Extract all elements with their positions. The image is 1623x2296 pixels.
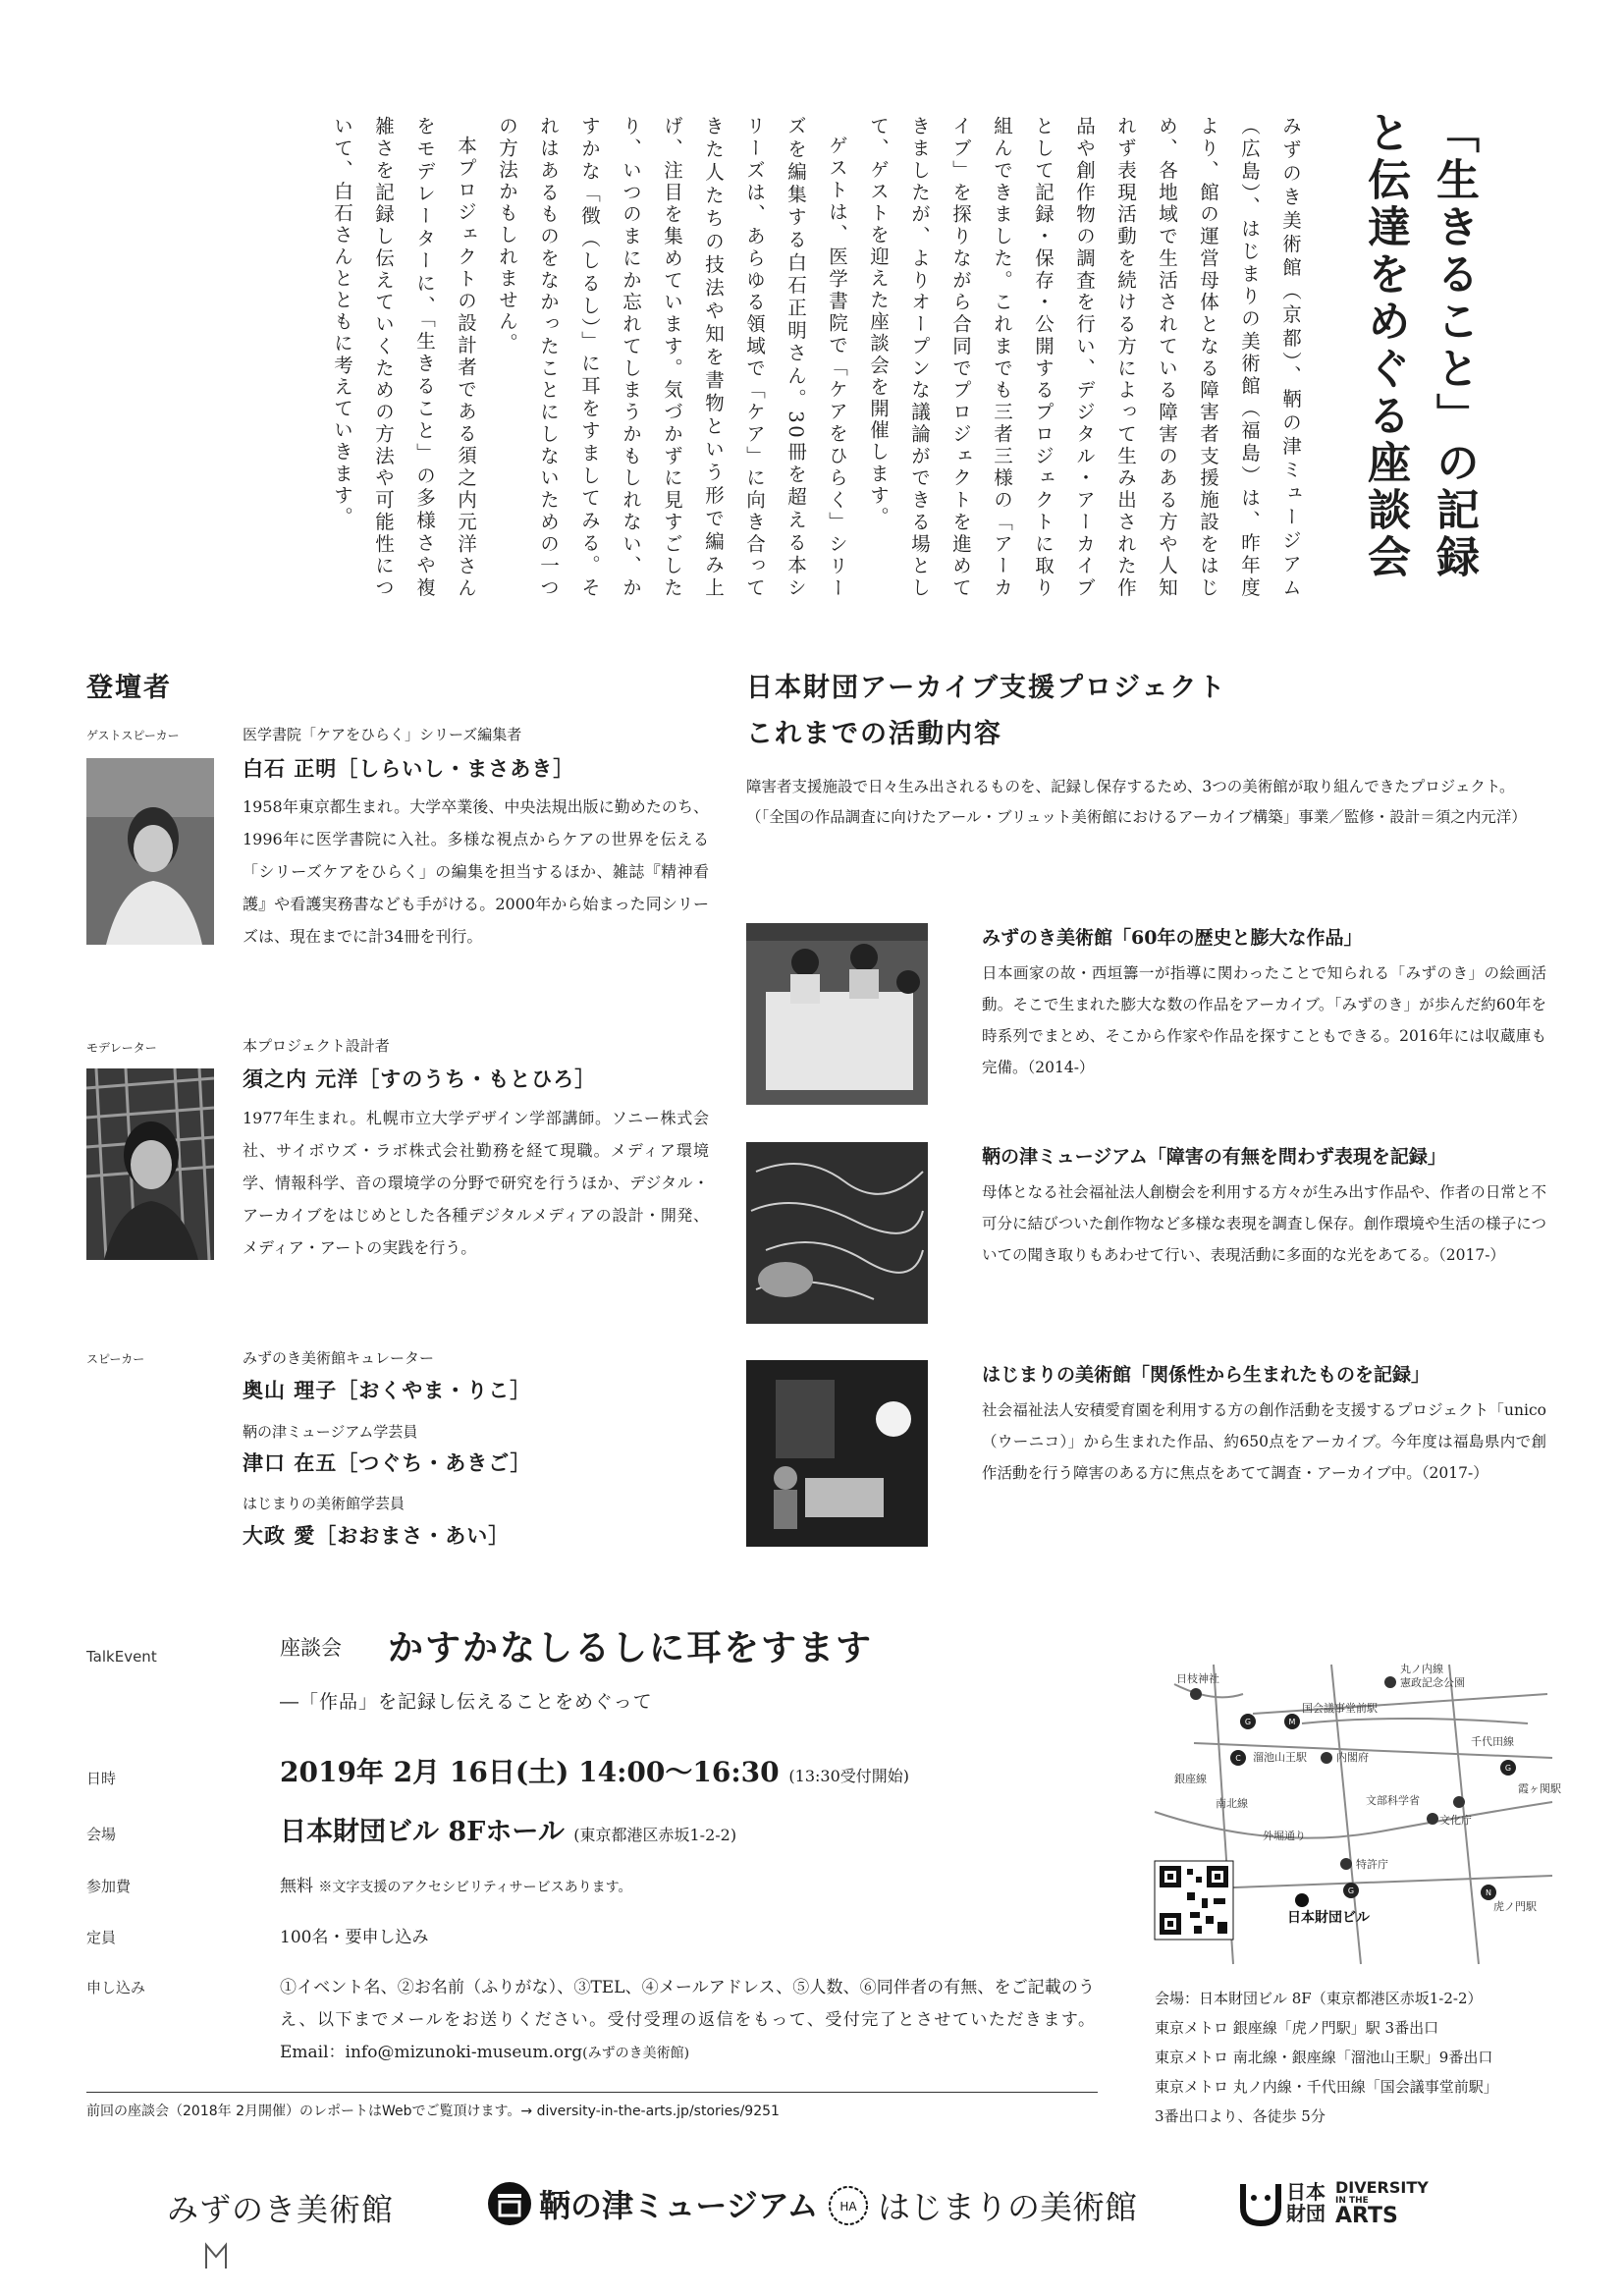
activity-body: 社会福祉法人安積愛育園を利用する方の創作活動を支援するプロジェクト「unico（ウーニコ）」から生まれた作品、約650点をアーカイブ。今年度は福島県内で創作活動を行う障害のある方に焦点をあてて調査・アーカイブ中。（2017-） [982, 1401, 1546, 1482]
row-label: 参加費 [86, 1878, 132, 1895]
guest-photo [86, 758, 214, 945]
face-mark-icon [1239, 2178, 1282, 2227]
map-label: 銀座線 [1174, 1773, 1207, 1785]
speaker-role: スピーカー [86, 1352, 145, 1366]
activity-title: はじまりの美術館「関係性から生まれたものを記録」 [982, 1364, 1431, 1386]
map-label: 国会議事堂前駅 [1302, 1702, 1378, 1715]
nippon-text-bottom: 財団 [1286, 2202, 1325, 2225]
activities-heading: 日本財団アーカイブ支援プロジェクト [746, 673, 1227, 703]
access-line: 東京メトロ 丸ノ内線・千代田線「国会議事堂前駅」 [1155, 2078, 1498, 2096]
event-date-note: (13:30受付開始) [788, 1767, 910, 1785]
map-label: 南北線 [1216, 1797, 1248, 1810]
tomonotsu-logo [486, 2180, 818, 2227]
event-title-prefix: 座談会 [280, 1636, 342, 1660]
guest-role: ゲストスピーカー [86, 729, 180, 742]
guest-name: 白石 正明［しらいし・まさあき］ [243, 756, 575, 781]
tomonotsu-mark-icon [486, 2180, 533, 2227]
guest-bio: 1958年東京都生まれ。大学卒業後、中央法規出版に勤めたのち、1996年に医学書院に入社。多様な視点からケアの世界を伝える「シリーズケアをひらく」の編集を担当するほか、雑誌『精神看護』や看護実務書なども手がける。2000年から始まった同シリーズは、現在までに計34冊を刊行。 [243, 797, 709, 946]
nippon-foundation-text [1286, 2181, 1325, 2224]
intro-title: 「生きること」の記録と伝達をめぐる座談会 [1360, 110, 1479, 581]
station-mark: M [1288, 1718, 1296, 1726]
event-title: かすかなしるしに耳をすます [388, 1627, 874, 1668]
mizunoki-mark-icon [204, 2241, 228, 2270]
row-label: 申し込み [86, 1979, 146, 1996]
event-label: TalkEvent [86, 1648, 157, 1666]
guest-affiliation: 医学書院「ケアをひらく」シリーズ編集者 [243, 726, 522, 743]
map-label: 千代田線 [1471, 1735, 1514, 1748]
station-mark: G [1244, 1718, 1252, 1726]
nippon-text-top: 日本 [1286, 2180, 1325, 2204]
speakers-heading: 登壇者 [86, 673, 172, 703]
moderator-affiliation: 本プロジェクト設計者 [243, 1037, 390, 1055]
station-mark: G [1347, 1886, 1355, 1895]
station-mark: C [1235, 1754, 1241, 1763]
diversity-line-1: DIVERSITY [1335, 2177, 1429, 2197]
map-label: 特許庁 [1356, 1858, 1388, 1871]
station-mark: N [1486, 1888, 1491, 1897]
moderator-bio: 1977年生まれ。札幌市立大学デザイン学部講師。ソニー株式会社、サイボウズ・ラボ株式会社勤務を経て現職。メディア環境学、情報科学、音の環境学の分野で研究を行うほか、デジタル・アーカイブをはじめとした各種デジタルメディアの設計・開発、メディア・アートの実践を行う。 [243, 1109, 709, 1257]
intro-paragraph: ゲストは、医学書院で「ケアをひらく」シリーズを編集する白石正明さん。30冊を超える本シリーズは、あらゆる領域で「ケア」に向き合ってきた人たちの技法や知を書物という形で編み上げ、注目を集めています。気づかずに見すごしたり、いつのまにか忘れてしまうかもしれない、かすかな「徴（しるし）」に耳をすましてみる。それはあるものをなかったことにしないための一つの方法かもしれません。 [496, 116, 848, 599]
tomonotsu-photo [746, 1142, 928, 1324]
moderator-name: 須之内 元洋［すのうち・もとひろ］ [243, 1066, 597, 1091]
qr-code [1155, 1861, 1233, 1940]
map-label: 日枝神社 [1176, 1672, 1219, 1685]
event-apply-value: ①イベント名、②お名前（ふりがな）、③TEL、④メールアドレス、⑤人数、⑥同伴者の有無、をご記載のうえ、以下までメールをお送りください。受付受理の返信をもって、受付完了とさせていただきます。Email：info@mizunoki-museum.org [280, 1978, 1095, 2062]
access-line: 会場：日本財団ビル 8F（東京都港区赤坂1-2-2） [1155, 1990, 1483, 2007]
speaker-name: 大政 愛［おおまさ・あい］ [243, 1523, 511, 1548]
event-footnote: 前回の座談会（2018年 2月開催）のレポートはWebでご覧頂けます。→ diversity-in-the-arts.jp/stories/9251 [86, 2104, 780, 2119]
event-venue [280, 1810, 736, 1848]
map-label: 文化庁 [1439, 1814, 1472, 1827]
activity-body: 日本画家の故・西垣籌一が指導に関わったことで知られる「みずのき」の絵画活動。そこで生まれた膨大な数の作品をアーカイブ。「みずのき」が歩んだ約60年を時系列でまとめ、そこから作家や作品を探すこともできる。2016年には収蔵庫も完備。（2014-） [982, 964, 1546, 1076]
mizunoki-photo [746, 923, 928, 1105]
event-venue-value: 日本財団ビル 8Fホール [280, 1817, 565, 1847]
venue-map [1155, 1663, 1561, 1964]
nippon-diversity-logo [1239, 2178, 1429, 2227]
access-info [1155, 1984, 1567, 2131]
map-label: 外堀通り [1263, 1830, 1306, 1842]
speaker-name: 奥山 理子［おくやま・りこ］ [243, 1378, 532, 1402]
map-label: 内閣府 [1336, 1751, 1369, 1764]
studio-image [746, 1360, 928, 1547]
map-label: 霞ヶ関駅 [1518, 1782, 1561, 1795]
speaker-name: 津口 在五［つぐち・あきご］ [243, 1450, 532, 1475]
row-label: 会場 [86, 1826, 117, 1843]
activity-title: みずのき美術館「60年の歴史と膨大な作品」 [982, 927, 1363, 949]
diversity-line-2: IN THE [1335, 2195, 1369, 2206]
row-label: 日時 [86, 1770, 117, 1787]
speaker-affiliation: はじまりの美術館学芸員 [243, 1495, 406, 1512]
activities-intro: 障害者支援施設で日々生み出されるものを、記録し保存するため、3つの美術館が取り組んできたプロジェクト。（「全国の作品調査に向けたアール・ブリュット美術館におけるアーカイブ構築」事業／監修・設計＝須之内元洋） [746, 778, 1527, 826]
moderator-photo [86, 1068, 214, 1260]
divider [86, 2092, 1098, 2093]
map-venue-label: 日本財団ビル [1287, 1910, 1370, 1926]
moderator-role: モデレーター [86, 1041, 157, 1055]
activities-subheading: これまでの活動内容 [746, 719, 1002, 749]
hajimari-mark-icon [827, 2184, 870, 2227]
map-label: 丸ノ内線 [1400, 1663, 1443, 1675]
event-date-value: 2019年 2月 16日(土) 14:00～16:30 [280, 1756, 780, 1788]
diversity-line-3: ARTS [1335, 2203, 1398, 2228]
svg-text:HA: HA [839, 2199, 857, 2214]
station-mark: G [1504, 1764, 1512, 1773]
hajimari-logo [827, 2182, 1137, 2228]
map-graphic [1155, 1663, 1561, 1964]
portrait-image [86, 1068, 214, 1260]
portrait-image [86, 758, 214, 945]
activity-title: 鞆の津ミュージアム「障害の有無を問わず表現を記録」 [982, 1146, 1446, 1168]
painting-image [746, 1142, 928, 1324]
intro-paragraph: 本プロジェクトの設計者である須之内元洋さんをモデレーターに、「生きること」の多様さや複雑さを記録し伝えていくための方法や可能性について、白石さんとともに考えていきます。 [331, 116, 477, 599]
access-line: 3番出口より、各徒歩 5分 [1155, 2107, 1325, 2125]
event-venue-note: (東京都港区赤坂1-2-2) [573, 1826, 737, 1844]
intro-body [93, 116, 1311, 599]
diversity-text [1335, 2179, 1429, 2227]
speaker-affiliation: みずのき美術館キュレーター [243, 1349, 435, 1367]
mizunoki-logo: みずのき美術館 [167, 2191, 395, 2228]
access-line: 東京メトロ 南北線・銀座線「溜池山王駅」9番出口 [1155, 2049, 1493, 2066]
event-fee-note: ※文字支援のアクセシビリティサービスあります。 [318, 1880, 632, 1895]
tomonotsu-logo-text: 鞆の津ミュージアム [539, 2187, 819, 2224]
event-date [280, 1751, 909, 1790]
map-label: 文部科学省 [1366, 1794, 1420, 1807]
hajimari-logo-text: はじまりの美術館 [878, 2188, 1137, 2226]
event-fee-value: 無料 [280, 1877, 313, 1896]
map-label: 憲政記念公園 [1400, 1676, 1465, 1689]
row-label: 定員 [86, 1929, 117, 1946]
event-capacity: 100名・要申し込み [280, 1928, 429, 1947]
event-apply [280, 1972, 1095, 2070]
access-line: 東京メトロ 銀座線「虎ノ門駅」駅 3番出口 [1155, 2019, 1439, 2037]
map-label: 溜池山王駅 [1253, 1751, 1307, 1764]
hajimari-photo [746, 1360, 928, 1547]
map-label: 虎ノ門駅 [1493, 1900, 1537, 1913]
event-fee [280, 1872, 631, 1896]
speaker-affiliation: 鞆の津ミュージアム学芸員 [243, 1423, 418, 1441]
event-apply-note: (みずのき美術館) [582, 2046, 690, 2061]
workshop-image [746, 923, 928, 1105]
intro-paragraph: みずのき美術館（京都）、鞆の津ミュージアム（広島）、はじまりの美術館（福島）は、昨年度より、館の運営母体となる障害者支援施設をはじめ、各地域で生活されている障害のある方や人知れず表現活動を続ける方によって生み出された作品や創作物の調査を行い、デジタル・アーカイブとして記録・保存・公開するプロジェクトに取り組んできました。これまでも三者三様の「アーカイブ」を探りながら合同でプロジェクトを進めてきましたが、よりオープンな議論ができる場として、ゲストを迎えた座談会を開催します。 [867, 116, 1302, 599]
activity-body: 母体となる社会福祉法人創樹会を利用する方々が生み出す作品や、作者の日常と不可分に結びついた創作物など多様な表現を調査し保存。創作環境や生活の様子についての聞き取りもあわせて行い、表現活動に多面的な光をあてる。（2017-） [982, 1183, 1546, 1264]
event-subtitle: ―「作品」を記録し伝えることをめぐって [280, 1691, 653, 1713]
